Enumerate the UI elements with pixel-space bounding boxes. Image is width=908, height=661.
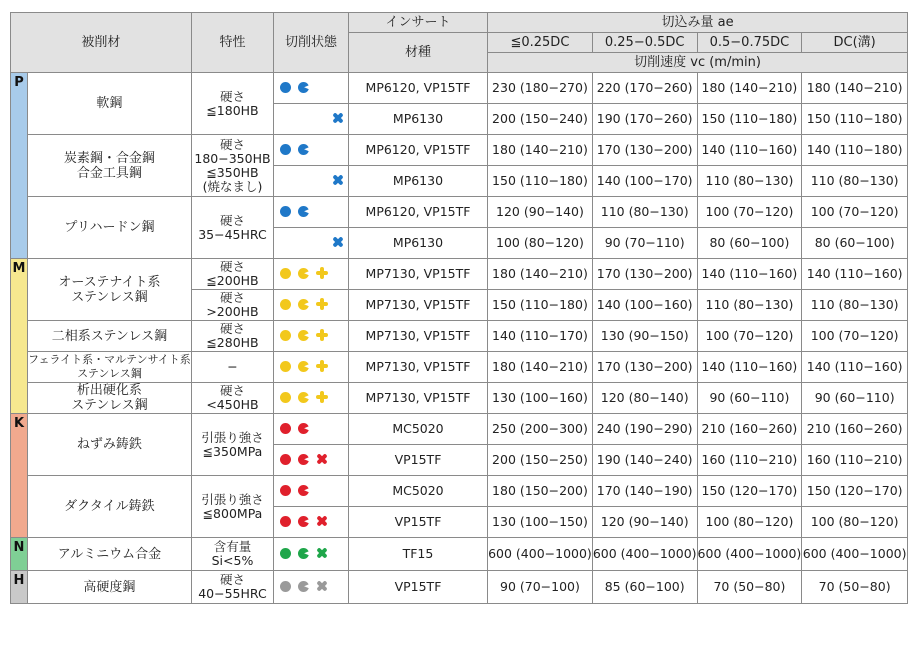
yellow-circle-icon	[280, 392, 291, 403]
table-row	[11, 352, 908, 383]
group-code-n	[11, 538, 28, 571]
cutting-speed-value: 140 (110−160)	[697, 135, 802, 166]
cutting-speed-value: 210 (160−260)	[697, 414, 802, 445]
cutting-state-cell	[274, 104, 349, 135]
material-property-line: 引張り強さ	[201, 429, 264, 445]
red-pacman-icon	[298, 485, 309, 496]
material-property-line: >200HB	[206, 304, 259, 319]
cutting-state-icons	[280, 204, 309, 218]
cutting-speed-value: 100 (70−120)	[697, 197, 802, 228]
material-property-line: ≦350HB	[206, 164, 259, 180]
material-property-line: 硬さ	[219, 290, 245, 305]
insert-grade: MP6130	[348, 104, 487, 135]
material-property	[191, 259, 273, 290]
insert-grade: VP15TF	[348, 445, 487, 476]
insert-grade: MP6120, VP15TF	[348, 73, 487, 104]
cutting-state-icons	[280, 142, 309, 156]
material-name-line: 炭素鋼・合金鋼	[63, 150, 155, 166]
cutting-speed-value: 70 (50−80)	[697, 571, 802, 604]
cutting-speed-value: 180 (140−210)	[488, 352, 593, 383]
material-property	[191, 383, 273, 414]
material-property-line: ≦180HB	[206, 102, 259, 118]
yellow-flower-icon	[316, 298, 328, 310]
material-name	[28, 538, 192, 571]
material-name	[28, 352, 192, 383]
cutting-state-icons	[280, 359, 328, 373]
cutting-state-icons	[280, 266, 328, 280]
header-depth-title: 切込み量 ae	[488, 13, 908, 33]
gray-circle-icon	[280, 581, 291, 592]
cutting-state-cell	[274, 259, 349, 290]
yellow-flower-icon	[316, 267, 328, 279]
cutting-speed-value: 140 (100−170)	[592, 166, 697, 197]
material-property-line: 40−55HRC	[198, 586, 267, 601]
material-name-line: 軟鋼	[96, 96, 123, 111]
cutting-speed-value: 170 (130−200)	[592, 135, 697, 166]
yellow-flower-icon	[316, 391, 328, 403]
insert-grade: VP15TF	[348, 571, 487, 604]
cutting-speed-value: 180 (140−210)	[488, 259, 593, 290]
cutting-speed-value: 150 (110−180)	[697, 104, 802, 135]
material-property-line: 硬さ	[219, 259, 245, 274]
cutting-speed-value: 80 (60−100)	[697, 228, 802, 259]
yellow-pacman-icon	[298, 392, 309, 403]
blue-flower-icon	[332, 236, 344, 248]
cutting-state-cell	[274, 571, 349, 604]
material-name-line: プリハードン鋼	[64, 220, 155, 235]
cutting-state-cell	[274, 445, 349, 476]
cutting-speed-value: 180 (140−210)	[697, 73, 802, 104]
cutting-speed-value: 600 (400−1000)	[488, 538, 593, 571]
material-property	[191, 197, 273, 259]
cutting-state-cell	[274, 290, 349, 321]
material-name-line: アルミニウム合金	[57, 546, 162, 562]
yellow-pacman-icon	[298, 299, 309, 310]
material-name-line: ステンレス鋼	[71, 289, 148, 305]
cutting-state-cell	[274, 228, 349, 259]
material-property	[191, 571, 273, 604]
red-circle-icon	[280, 454, 291, 465]
table-row	[11, 538, 908, 571]
table-row	[11, 383, 908, 414]
material-name-line: ステンレス鋼	[77, 367, 142, 380]
material-name-line: オーステナイト系	[58, 274, 161, 290]
group-code-label: K	[13, 416, 25, 431]
material-property-line: ≦280HB	[206, 335, 259, 350]
cutting-state-cell	[274, 197, 349, 228]
cutting-state-icons	[280, 546, 328, 560]
material-property-line: ≦350MPa	[202, 443, 263, 459]
insert-grade: VP15TF	[348, 507, 487, 538]
yellow-circle-icon	[280, 299, 291, 310]
blue-circle-icon	[280, 206, 291, 217]
cutting-state-cell	[274, 321, 349, 352]
cutting-speed-value: 110 (80−130)	[802, 166, 908, 197]
insert-grade: TF15	[348, 538, 487, 571]
material-name-line: 析出硬化系	[76, 383, 142, 398]
group-code-m	[11, 259, 28, 414]
insert-grade: MP7130, VP15TF	[348, 383, 487, 414]
blue-circle-icon	[280, 82, 291, 93]
gray-flower-icon	[316, 580, 328, 592]
cutting-state-cell	[274, 135, 349, 166]
cutting-speed-value: 170 (140−190)	[592, 476, 697, 507]
cutting-speed-value: 200 (150−250)	[488, 445, 593, 476]
cutting-state-icons	[280, 297, 328, 311]
blue-pacman-icon	[298, 144, 309, 155]
cutting-speed-value: 600 (400−1000)	[592, 538, 697, 571]
cutting-speed-value: 100 (70−120)	[697, 321, 802, 352]
material-property-line: 硬さ	[219, 383, 245, 398]
yellow-pacman-icon	[298, 330, 309, 341]
material-property	[191, 538, 273, 571]
cutting-speed-value: 190 (170−260)	[592, 104, 697, 135]
material-name-line: 高硬度鋼	[83, 579, 136, 595]
cutting-state-icons	[280, 390, 328, 404]
material-name	[28, 476, 192, 538]
cutting-speed-value: 90 (70−100)	[488, 571, 593, 604]
blue-pacman-icon	[298, 82, 309, 93]
cutting-speed-value: 120 (80−140)	[592, 383, 697, 414]
material-property	[191, 476, 273, 538]
blue-pacman-icon	[298, 206, 309, 217]
insert-grade: MP7130, VP15TF	[348, 321, 487, 352]
cutting-speed-value: 150 (120−170)	[697, 476, 802, 507]
cutting-speed-value: 110 (80−130)	[697, 290, 802, 321]
cutting-speed-value: 110 (80−130)	[592, 197, 697, 228]
material-property	[191, 290, 273, 321]
material-property-line: 含有量	[213, 539, 252, 554]
yellow-circle-icon	[280, 361, 291, 372]
header-speed-title: 切削速度 vc (m/min)	[488, 53, 908, 73]
cutting-speed-value: 90 (70−110)	[592, 228, 697, 259]
cutting-state-cell	[274, 414, 349, 445]
insert-grade: MP6120, VP15TF	[348, 197, 487, 228]
green-pacman-icon	[298, 548, 309, 559]
table-row	[11, 476, 908, 507]
cutting-state-icons	[280, 452, 328, 466]
cutting-speed-value: 120 (90−140)	[592, 507, 697, 538]
gray-pacman-icon	[298, 581, 309, 592]
material-property-line: 硬さ	[219, 136, 245, 152]
material-name	[28, 414, 192, 476]
cutting-state-icons	[280, 235, 344, 249]
cutting-state-icons	[280, 111, 344, 125]
material-name-line: フェライト系・マルテンサイト系	[28, 353, 191, 366]
cutting-state-cell	[274, 73, 349, 104]
yellow-circle-icon	[280, 330, 291, 341]
cutting-speed-value: 160 (110−210)	[802, 445, 908, 476]
table-row	[11, 135, 908, 166]
material-property-line: ≦800MPa	[202, 505, 263, 521]
header-insert: インサート	[348, 13, 487, 33]
material-property-line: 引張り強さ	[201, 491, 264, 507]
material-name-line: 二相系ステンレス鋼	[51, 328, 168, 344]
insert-grade: MC5020	[348, 476, 487, 507]
material-name	[28, 135, 192, 197]
insert-grade: MP6130	[348, 228, 487, 259]
cutting-speed-value: 220 (170−260)	[592, 73, 697, 104]
material-property-line: 硬さ	[219, 88, 245, 104]
cutting-speed-value: 210 (160−260)	[802, 414, 908, 445]
cutting-speed-value: 130 (90−150)	[592, 321, 697, 352]
cutting-state-icons	[280, 328, 328, 342]
blue-circle-icon	[280, 144, 291, 155]
cutting-speed-value: 70 (50−80)	[802, 571, 908, 604]
header-depth-col: DC(溝)	[802, 33, 908, 53]
insert-grade: MP7130, VP15TF	[348, 259, 487, 290]
cutting-speed-value: 100 (80−120)	[697, 507, 802, 538]
cutting-speed-value: 130 (100−150)	[488, 507, 593, 538]
material-property-line: 硬さ	[219, 321, 245, 336]
material-property-line: 硬さ	[219, 212, 245, 228]
material-name	[28, 383, 192, 414]
blue-flower-icon	[332, 174, 344, 186]
cutting-speed-value: 150 (120−170)	[802, 476, 908, 507]
material-property-line: 硬さ	[219, 572, 245, 587]
cutting-speed-value: 100 (70−120)	[802, 197, 908, 228]
table-row	[11, 414, 908, 445]
group-code-k	[11, 414, 28, 538]
group-code-label: P	[14, 75, 24, 90]
material-name	[28, 571, 192, 604]
red-circle-icon	[280, 485, 291, 496]
material-name	[28, 73, 192, 135]
yellow-circle-icon	[280, 268, 291, 279]
cutting-speed-value: 140 (110−170)	[488, 321, 593, 352]
red-pacman-icon	[298, 423, 309, 434]
header-depth-col: 0.5−0.75DC	[697, 33, 802, 53]
group-code-h	[11, 571, 28, 604]
green-circle-icon	[280, 548, 291, 559]
cutting-speed-value: 180 (140−210)	[488, 135, 593, 166]
material-property	[191, 73, 273, 135]
cutting-state-icons	[280, 173, 344, 187]
yellow-flower-icon	[316, 360, 328, 372]
cutting-speed-value: 140 (110−160)	[802, 352, 908, 383]
cutting-speed-value: 140 (110−180)	[802, 135, 908, 166]
cutting-speed-value: 180 (140−210)	[802, 73, 908, 104]
cutting-state-cell	[274, 352, 349, 383]
cutting-speed-value: 140 (100−160)	[592, 290, 697, 321]
cutting-speed-value: 110 (80−130)	[697, 166, 802, 197]
cutting-speed-value: 200 (150−240)	[488, 104, 593, 135]
cutting-speed-value: 150 (110−180)	[488, 166, 593, 197]
material-name-line: ステンレス鋼	[71, 398, 148, 413]
cutting-speed-value: 150 (110−180)	[802, 104, 908, 135]
cutting-speed-value: 240 (190−290)	[592, 414, 697, 445]
cutting-speed-value: 110 (80−130)	[802, 290, 908, 321]
cutting-state-icons	[280, 514, 328, 528]
insert-grade: MP6120, VP15TF	[348, 135, 487, 166]
cutting-speed-value: 130 (100−160)	[488, 383, 593, 414]
material-name-line: ダクタイル鋳鉄	[64, 499, 155, 514]
material-property-line: <450HB	[206, 397, 259, 412]
material-property-line: −	[227, 359, 238, 374]
material-property-line: Si<5%	[211, 553, 254, 568]
table-row	[11, 259, 908, 290]
blue-flower-icon	[332, 112, 344, 124]
cutting-speed-value: 80 (60−100)	[802, 228, 908, 259]
yellow-pacman-icon	[298, 268, 309, 279]
red-pacman-icon	[298, 454, 309, 465]
cutting-speed-value: 100 (70−120)	[802, 321, 908, 352]
group-code-p	[11, 73, 28, 259]
cutting-state-cell	[274, 476, 349, 507]
red-circle-icon	[280, 423, 291, 434]
cutting-state-icons	[280, 421, 309, 435]
material-property-line: 35−45HRC	[198, 226, 267, 242]
cutting-speed-value: 90 (60−110)	[802, 383, 908, 414]
cutting-speed-value: 600 (400−1000)	[697, 538, 802, 571]
yellow-pacman-icon	[298, 361, 309, 372]
cutting-speed-value: 160 (110−210)	[697, 445, 802, 476]
cutting-speed-value: 170 (130−200)	[592, 259, 697, 290]
material-property	[191, 352, 273, 383]
material-property-line: ≦200HB	[206, 273, 259, 288]
cutting-speed-value: 140 (110−160)	[802, 259, 908, 290]
red-flower-icon	[316, 453, 328, 465]
red-flower-icon	[316, 515, 328, 527]
cutting-speed-value: 140 (110−160)	[697, 259, 802, 290]
material-name-line: ねずみ鋳鉄	[76, 437, 142, 452]
table-row	[11, 197, 908, 228]
header-property: 特性	[191, 13, 273, 73]
cutting-speed-value: 120 (90−140)	[488, 197, 593, 228]
material-name	[28, 321, 192, 352]
insert-grade: MC5020	[348, 414, 487, 445]
cutting-speed-value: 90 (60−110)	[697, 383, 802, 414]
cutting-speed-value: 180 (150−200)	[488, 476, 593, 507]
header-material: 被削材	[11, 13, 192, 73]
header-depth-col: 0.25−0.5DC	[592, 33, 697, 53]
material-property	[191, 321, 273, 352]
green-flower-icon	[316, 547, 328, 559]
cutting-conditions-table	[10, 12, 908, 604]
cutting-speed-value: 190 (140−240)	[592, 445, 697, 476]
table-row	[11, 73, 908, 104]
cutting-state-cell	[274, 507, 349, 538]
material-name	[28, 259, 192, 321]
table-row	[11, 571, 908, 604]
cutting-state-cell	[274, 166, 349, 197]
material-name-line: 合金工具鋼	[76, 165, 142, 181]
cutting-state-cell	[274, 538, 349, 571]
cutting-speed-value: 250 (200−300)	[488, 414, 593, 445]
cutting-speed-value: 100 (80−120)	[488, 228, 593, 259]
group-code-label: N	[13, 540, 25, 555]
cutting-speed-value: 230 (180−270)	[488, 73, 593, 104]
header-state: 切削状態	[274, 13, 349, 73]
material-property-line: 180−350HB	[194, 150, 271, 166]
yellow-flower-icon	[316, 329, 328, 341]
cutting-speed-value: 85 (60−100)	[592, 571, 697, 604]
insert-grade: MP7130, VP15TF	[348, 352, 487, 383]
material-property-line: (焼なまし)	[202, 178, 263, 194]
material-property	[191, 414, 273, 476]
cutting-state-icons	[280, 579, 328, 593]
table-row	[11, 321, 908, 352]
cutting-speed-value: 170 (130−200)	[592, 352, 697, 383]
insert-grade: MP6130	[348, 166, 487, 197]
group-code-label: M	[12, 261, 26, 276]
cutting-speed-value: 150 (110−180)	[488, 290, 593, 321]
material-name	[28, 197, 192, 259]
header-depth-col: ≦0.25DC	[488, 33, 593, 53]
cutting-state-icons	[280, 483, 309, 497]
group-code-label: H	[13, 573, 25, 588]
red-circle-icon	[280, 516, 291, 527]
cutting-state-cell	[274, 383, 349, 414]
cutting-speed-value: 100 (80−120)	[802, 507, 908, 538]
insert-grade: MP7130, VP15TF	[348, 290, 487, 321]
cutting-speed-value: 140 (110−160)	[697, 352, 802, 383]
red-pacman-icon	[298, 516, 309, 527]
material-property	[191, 135, 273, 197]
cutting-speed-value: 600 (400−1000)	[802, 538, 908, 571]
header-grade: 材種	[348, 33, 487, 73]
cutting-state-icons	[280, 80, 309, 94]
